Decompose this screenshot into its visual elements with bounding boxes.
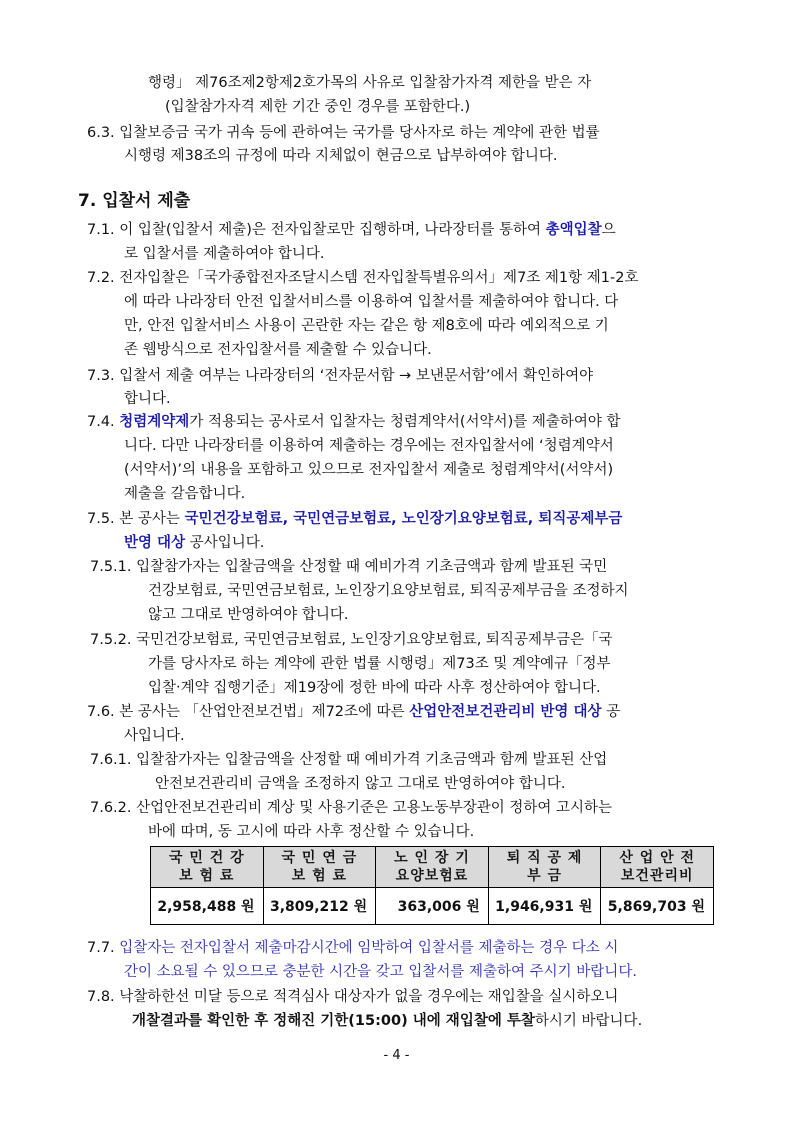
text-line (132, 1011, 642, 1031)
fee-table-header-row (151, 847, 714, 888)
text-line: 사입니다. (124, 728, 185, 744)
section-7-6-1-line: 7.6.1. 입찰참가자는 입찰금액을 산정할 때 예비가격 기초금액과 함께 발표된 산업 (90, 752, 608, 768)
highlight-text: 국민건강보험료, 국민연금보험료, 노인장기요양보험료, 퇴직공제부금 (184, 511, 623, 527)
fee-value-cell: 2,958,488 원 (151, 888, 264, 925)
highlight-text: 산업안전보건관리비 반영 대상 (409, 704, 602, 720)
text-line: 존 웹방식으로 전자입찰서를 제출할 수 있습니다. (124, 342, 432, 358)
fee-header-cell: 퇴 직 공 제 부 금 (488, 847, 601, 888)
highlight-text: 반영 대상 (124, 535, 186, 551)
section-7-5-1-line: 7.5.1. 입찰참가자는 입찰금액을 산정할 때 예비가격 기초금액과 함께 발표된 국민 (90, 559, 608, 575)
section-7-6-2-line: 7.6.2. 산업안전보건관리비 계상 및 사용기준은 고용노동부장관이 정하여 고시하는 (90, 800, 612, 816)
text-line: 합니다. (124, 391, 171, 407)
text-line: 안전보건관리비 금액을 조정하지 않고 그대로 반영하여야 합니다. (155, 776, 566, 792)
text: 가 적용되는 공사로서 입찰자는 청렴계약서(서약서)를 제출하여야 합 (189, 414, 621, 430)
text: 공사입니다. (185, 535, 265, 551)
text-line (124, 533, 264, 553)
fee-header-cell: 노 인 장 기 요양보험료 (376, 847, 489, 888)
fee-header-cell: 국 민 연 금 보 험 료 (263, 847, 376, 888)
section-7-3-line: 7.3. 입찰서 제출 여부는 나라장터의 ‘전자문서함 → 보낸문서함’에서 확인하여야 (87, 368, 594, 384)
section-7-6-line (87, 702, 620, 722)
text: 7.7. (87, 940, 120, 956)
highlight-text: 청렴계약제 (119, 414, 190, 430)
text-line: 니다. 다만 나라장터를 이용하여 제출하는 경우에는 전자입찰서에 ‘청렴계약서 (124, 438, 614, 454)
text: 공 (601, 704, 621, 720)
section-7-1-line (87, 220, 616, 240)
page-number: - 4 - (383, 1048, 410, 1063)
text: 7.6. 본 공사는 「산업안전보건법」제72조에 따른 (87, 704, 410, 720)
section-7-2-line: 7.2. 전자입찰은「국가종합전자조달시스템 전자입찰특별유의서」제7조 제1항 제1-2호 (87, 270, 639, 286)
section-heading: 7. 입찰서 제출 (78, 191, 191, 211)
highlight-text: 입찰자는 전자입찰서 제출마감시간에 임박하여 입찰서를 제출하는 경우 다소 시 (119, 940, 619, 956)
text-line: 만, 안전 입찰서비스 사용이 곤란한 자는 같은 항 제8호에 따라 예외적으로 기 (124, 318, 609, 334)
text: 하시기 바랍니다. (534, 1013, 643, 1029)
fee-table (150, 846, 714, 925)
text-line: 입찰‧계약 집행기준」제19장에 정한 바에 따라 사후 정산하여야 합니다. (148, 680, 601, 696)
fee-value-cell: 3,809,212 원 (263, 888, 376, 925)
text-line: 에 따라 나라장터 안전 입찰서비스를 이용하여 입찰서를 제출하여야 합니다. 다 (124, 294, 619, 310)
fee-header-cell: 국 민 건 강 보 험 료 (151, 847, 264, 888)
section-7-4-line (87, 412, 621, 432)
text-line: (입찰참가자격 제한 기간 중인 경우를 포함한다.) (165, 99, 471, 115)
text-line: 로 입찰서를 제출하여야 합니다. (124, 246, 325, 262)
text: 7.4. (87, 414, 120, 430)
section-6-3-line: 6.3. 입찰보증금 국가 귀속 등에 관하여는 국가를 당사자로 하는 계약에 관한 법률 (87, 125, 600, 141)
text-line: 시행령 제38조의 규정에 따라 지체없이 현금으로 납부하여야 합니다. (124, 148, 558, 164)
text: 7.1. 이 입찰(입찰서 제출)은 전자입찰로만 집행하며, 나라장터를 통하여 (87, 222, 546, 238)
bold-text: 개찰결과를 확인한 후 정해진 기한(15:00) 내에 재입찰에 투찰 (132, 1013, 535, 1029)
text-line: 간이 소요될 수 있으므로 충분한 시간을 갖고 입찰서를 제출하여 주시기 바랍니다. (124, 964, 637, 980)
fee-value-cell: 5,869,703 원 (601, 888, 714, 925)
text-line: 않고 그대로 반영하여야 합니다. (148, 607, 349, 623)
text-line: (서약서)’의 내용을 포함하고 있으므로 전자입찰서 제출로 청렴계약서(서약서) (124, 462, 614, 478)
fee-header-cell: 산 업 안 전 보건관리비 (601, 847, 714, 888)
highlight-text: 총액입찰 (545, 222, 602, 238)
fee-value-cell: 363,006 원 (376, 888, 489, 925)
text-line: 가를 당사자로 하는 계약에 관한 법률 시행령」제73조 및 계약예규「정부 (148, 656, 611, 672)
section-7-5-line (87, 509, 622, 529)
fee-value-cell: 1,946,931 원 (488, 888, 601, 925)
fee-table-value-row (151, 888, 714, 925)
section-7-7-line (87, 938, 618, 958)
section-7-5-2-line: 7.5.2. 국민건강보험료, 국민연금보험료, 노인장기요양보험료, 퇴직공제부금은「국 (90, 632, 613, 648)
text-line: 건강보험료, 국민연금보험료, 노인장기요양보험료, 퇴직공제부금을 조정하지 (148, 583, 629, 599)
section-7-8-line: 7.8. 낙찰하한선 미달 등으로 적격심사 대상자가 없을 경우에는 재입찰을 실시하오니 (87, 989, 619, 1005)
text: 으 (601, 222, 616, 238)
text-line: 제출을 갈음합니다. (124, 486, 246, 502)
text: 7.5. 본 공사는 (87, 511, 185, 527)
text-line: 행령」 제76조제2항제2호가목의 사유로 입찰참가자격 제한을 받은 자 (148, 75, 592, 91)
text-line: 바에 따며, 동 고시에 따라 사후 정산할 수 있습니다. (148, 824, 475, 840)
